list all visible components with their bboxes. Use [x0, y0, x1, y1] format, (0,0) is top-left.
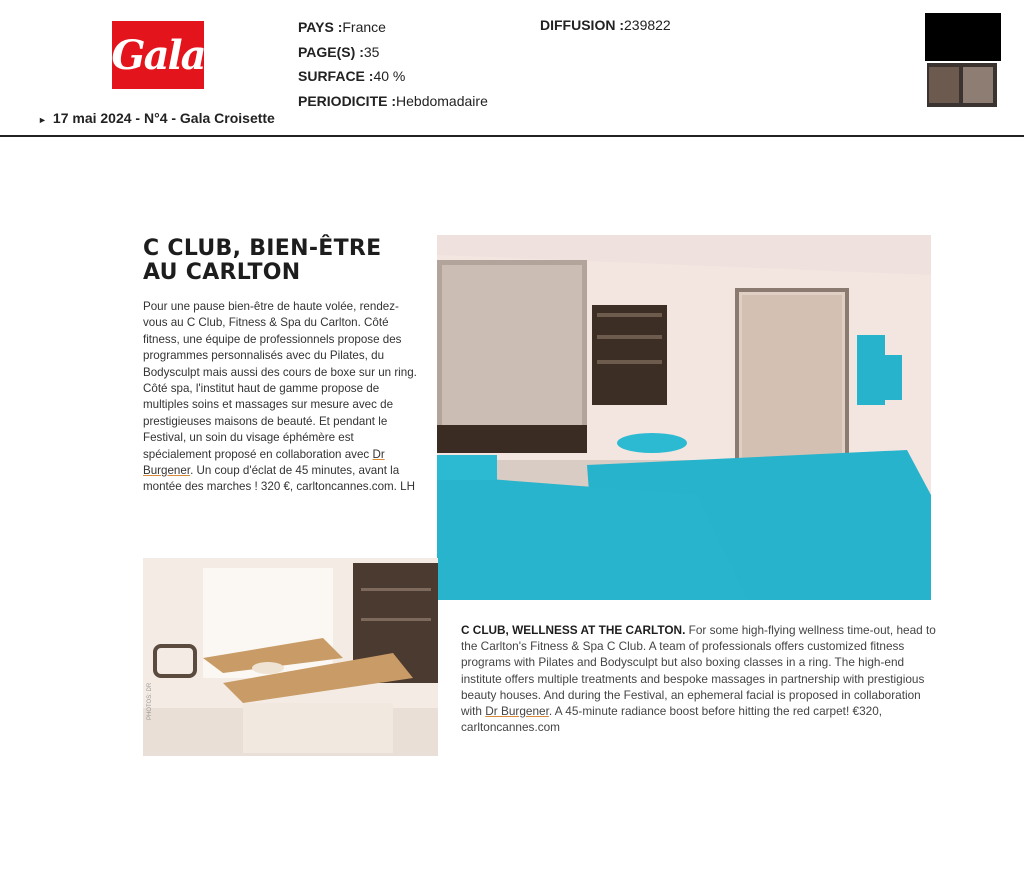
- photo-credit: PHOTOS: DR: [147, 682, 153, 720]
- spa-room-illustration: [437, 235, 931, 600]
- meta-pays: PAYS :France: [298, 19, 386, 35]
- english-lead: C CLUB, WELLNESS AT THE CARLTON.: [461, 623, 686, 637]
- meta-block: [298, 15, 488, 113]
- brand-name: Dr Burgener: [143, 447, 385, 478]
- gala-logo: Gala: [112, 21, 204, 89]
- spa-photo-secondary: [143, 558, 438, 756]
- meta-diffusion: DIFFUSION :239822: [540, 17, 671, 33]
- article-body-en: C CLUB, WELLNESS AT THE CARLTON. For some high-flying wellness time-out, head to the Carlton's Fitness & Spa C Club. A team of professionals offers customized fitness programs with Pilates and Bodysculpt but also boxing classes in a ring. The high-end institute offers multiple treatments and bespoke massages in partnership with prestigious beauty houses. And during the Festival, an ephemeral facial is proposed in collaboration with Dr Burgener. A 45-minute radiance boost before hitting the red carpet! €320, carltoncannes.com: [461, 623, 936, 735]
- meta-surface: SURFACE :40 %: [298, 68, 406, 84]
- spa-photo-main: [437, 235, 931, 600]
- treatment-room-illustration: [143, 558, 438, 756]
- meta-pages: PAGE(S) :35: [298, 43, 380, 60]
- article-headline: C CLUB, BIEN-ÊTRE AU CARLTON: [143, 236, 382, 285]
- brand-name-en: Dr Burgener: [485, 704, 549, 719]
- thumbnail-image: [927, 63, 997, 107]
- redacted-block: [925, 13, 1001, 61]
- issue-line: ► 17 mai 2024 - N°4 - Gala Croisette: [38, 110, 275, 126]
- article-body-fr: Pour une pause bien-être de haute volée, rendez-vous au C Club, Fitness & Spa du Carlton. Côté fitness, une équipe de professionnels propose des programmes personnalisés avec du Pilates, du Bodysculpt mais aussi des cours de boxe sur un ring. Côté spa, l'institut haut de gamme propose de multiples soins et massages sur mesure avec de prestigieuses maisons de beauté. Et pendant le Festival, un soin du visage éphémère est spécialement proposé en collaboration avec Dr Burgener. Un coup d'éclat de 45 minutes, avant la montée des marches ! 320 €, carltoncannes.com. LH: [143, 300, 417, 494]
- meta-periodicite: PERIODICITE :Hebdomadaire: [298, 92, 488, 109]
- page-thumbnail: [925, 13, 1001, 107]
- header-divider: [0, 135, 1024, 137]
- arrow-icon: ►: [38, 115, 47, 125]
